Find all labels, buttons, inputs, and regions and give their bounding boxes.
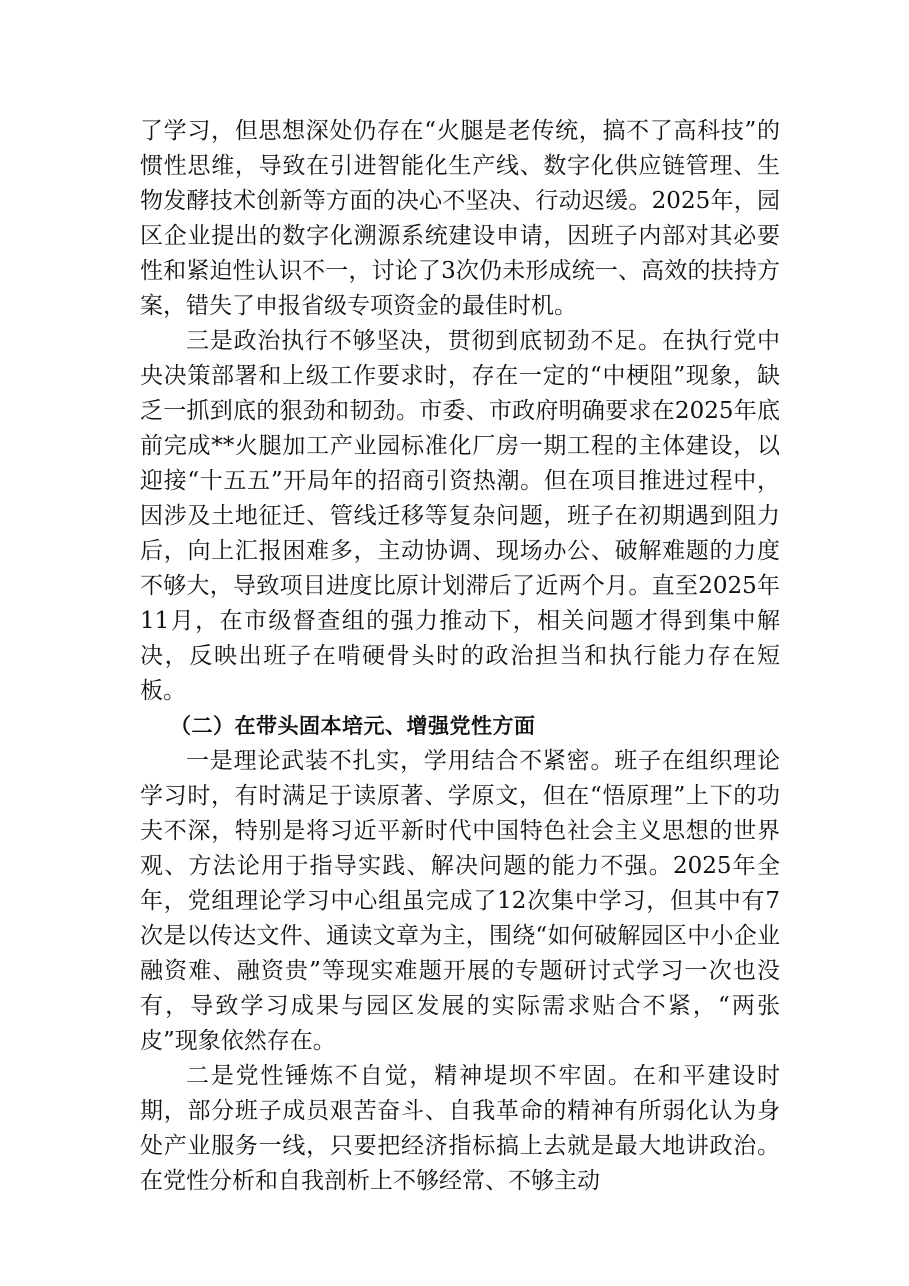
paragraph-continued: 了学习，但思想深处仍存在“火腿是老传统，搞不了高科技”的惯性思维，导致在引进智能化生产线、数字化供应链管理、生物发酵技术创新等方面的决心不坚决、行动迟缓。2025年，园区企业提出的数字化溯源系统建设申请，因班子内部对其必要性和紧迫性认识不一，讨论了3次仍未形成统一、高效的扶持方案，错失了申报省级专项资金的最佳时机。 [140,118,780,319]
paragraph-party-spirit: 二是党性锤炼不自觉，精神堤坝不牢固。在和平建设时期，部分班子成员艰苦奋斗、自我革命的精神有所弱化认为身处产业服务一线，只要把经济指标搞上去就是最大地讲政治。在党性分析和自我剖析上不够经常、不够主动 [140,1063,780,1194]
section-heading: （二）在带头固本培元、增强党性方面 [170,714,536,738]
paragraph-political-execution: 三是政治执行不够坚决，贯彻到底韧劲不足。在执行党中央决策部署和上级工作要求时，存在一定的“中梗阻”现象，缺乏一抓到底的狠劲和韧劲。市委、市政府明确要求在2025年底前完成**火腿加工产业园标准化厂房一期工程的主体建设，以迎接“十五五”开局年的招商引资热潮。但在项目推进过程中，因涉及土地征迁、管线迁移等复杂问题，班子在初期遇到阻力后，向上汇报困难多，主动协调、现场办公、破解难题的力度不够大，导致项目进度比原计划滞后了近两个月。直至2025年11月，在市级督查组的强力推动下，相关问题才得到集中解决，反映出班子在啃硬骨头时的政治担当和执行能力存在短板。 [140,328,780,704]
document-body [140,114,780,1199]
paragraph-theory-study: 一是理论武装不扎实，学用结合不紧密。班子在组织理论学习时，有时满足于读原著、学原文，但在“悟原理”上下的功夫不深，特别是将习近平新时代中国特色社会主义思想的世界观、方法论用于指导实践、解决问题的能力不强。2025年全年，党组理论学习中心组虽完成了12次集中学习，但其中有7次是以传达文件、通读文章为主，围绕“如何破解园区中小企业融资难、融资贵”等现实难题开展的专题研讨式学习一次也没有，导致学习成果与园区发展的实际需求贴合不紧，“两张皮”现象依然存在。 [140,748,780,1054]
